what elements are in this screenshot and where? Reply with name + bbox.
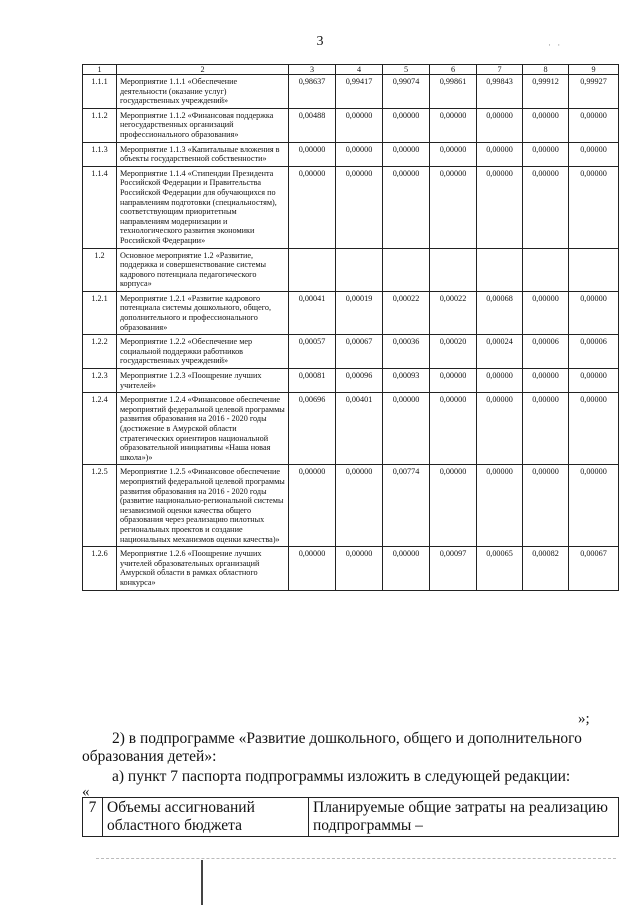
- row-code: 1.2.5: [83, 465, 117, 547]
- row-value: [477, 248, 523, 291]
- table-row: [83, 166, 619, 248]
- paragraph-passport-item: а) пункт 7 паспорта подпрограммы изложить в следующей редакции:: [112, 768, 571, 785]
- passport-table: [82, 797, 619, 837]
- row-value: 0,99074: [383, 75, 430, 109]
- page-number: 3: [316, 34, 324, 49]
- table-row: [83, 393, 619, 465]
- table-row: [83, 75, 619, 109]
- row-code: 1.1.3: [83, 142, 117, 166]
- row-value: 0,00082: [523, 547, 569, 590]
- row-value: 0,00000: [523, 142, 569, 166]
- row-value: 0,00020: [430, 335, 477, 369]
- row-name: Мероприятие 1.1.4 «Стипендии Президента Российской Федерации и Правительства Российской Федерации для обучающихся по направлениям подготовки (специальностям), соответствующим приоритетным направлениям модернизации и технологического развития экономики Российской Федерации»: [117, 166, 289, 248]
- passport-item-number: 7: [83, 798, 103, 837]
- row-value: 0,00000: [289, 142, 336, 166]
- row-value: 0,00000: [430, 108, 477, 142]
- row-value: 0,00000: [430, 393, 477, 465]
- row-name: Мероприятие 1.2.5 «Финансовое обеспечение мероприятий федеральной целевой программы развития образования на 2016 - 2020 годы (развитие национально-региональной системы независимой оценки качества общего образования через реализацию пилотных региональных проектов и создание национальных механизмов оценки качества)»: [117, 465, 289, 547]
- row-value: 0,00000: [430, 465, 477, 547]
- row-name: Мероприятие 1.1.3 «Капитальные вложения в объекты государственной собственности»: [117, 142, 289, 166]
- row-value: 0,00000: [289, 547, 336, 590]
- table-row: [83, 369, 619, 393]
- row-value: 0,00000: [430, 142, 477, 166]
- row-value: 0,00000: [477, 108, 523, 142]
- row-value: 0,00067: [569, 547, 619, 590]
- paragraph-subprogram: 2) в подпрограмме «Развитие дошкольного, общего и дополнительного: [112, 730, 582, 747]
- row-value: 0,00000: [336, 465, 383, 547]
- row-value: 0,00000: [289, 465, 336, 547]
- row-value: [523, 248, 569, 291]
- row-value: 0,00000: [523, 465, 569, 547]
- row-value: 0,00774: [383, 465, 430, 547]
- column-header: 7: [477, 65, 523, 75]
- table-row: [83, 465, 619, 547]
- row-value: 0,98637: [289, 75, 336, 109]
- row-name: Мероприятие 1.2.2 «Обеспечение мер социальной поддержки работников государственных учреждений»: [117, 335, 289, 369]
- passport-row: [83, 798, 619, 837]
- row-value: 0,00000: [569, 369, 619, 393]
- row-name: Мероприятие 1.2.3 «Поощрение лучших учителей»: [117, 369, 289, 393]
- row-value: 0,00000: [477, 142, 523, 166]
- row-value: [289, 248, 336, 291]
- opening-quote: «: [82, 784, 90, 800]
- table-row: [83, 108, 619, 142]
- row-value: 0,00000: [383, 142, 430, 166]
- row-value: 0,00022: [430, 291, 477, 334]
- row-code: 1.2.6: [83, 547, 117, 590]
- row-value: 0,99843: [477, 75, 523, 109]
- row-value: 0,00000: [383, 166, 430, 248]
- row-value: 0,00019: [336, 291, 383, 334]
- row-value: 0,00000: [569, 291, 619, 334]
- row-value: 0,00000: [569, 142, 619, 166]
- passport-item-label: Объемы ассигнований областного бюджета: [103, 798, 309, 837]
- row-name: Основное мероприятие 1.2 «Развитие, поддержка и совершенствование системы кадрового потенциала педагогического корпуса»: [117, 248, 289, 291]
- table-row: [83, 335, 619, 369]
- column-header: 9: [569, 65, 619, 75]
- table-header-row: [83, 65, 619, 75]
- column-header: 5: [383, 65, 430, 75]
- row-value: 0,00000: [569, 108, 619, 142]
- row-value: 0,00000: [336, 547, 383, 590]
- scan-artifact-mark: [201, 860, 203, 905]
- row-value: [336, 248, 383, 291]
- table-row: [83, 142, 619, 166]
- row-value: 0,00696: [289, 393, 336, 465]
- column-header: 1: [83, 65, 117, 75]
- row-value: 0,00097: [430, 547, 477, 590]
- row-code: 1.2.2: [83, 335, 117, 369]
- scan-corner-mark: · ·: [548, 40, 563, 50]
- row-value: 0,00096: [336, 369, 383, 393]
- column-header: 6: [430, 65, 477, 75]
- scan-artifact-line: [96, 858, 616, 859]
- row-value: 0,00000: [336, 108, 383, 142]
- column-header: 4: [336, 65, 383, 75]
- row-value: 0,00401: [336, 393, 383, 465]
- row-name: Мероприятие 1.2.4 «Финансовое обеспечение мероприятий федеральной целевой программы развития образования на 2016 - 2020 годы (достижение в Амурской области стратегических ориентиров национальной образовательной инициативы «Наша новая школа»)»: [117, 393, 289, 465]
- row-value: 0,00081: [289, 369, 336, 393]
- column-header: 3: [289, 65, 336, 75]
- row-value: [569, 248, 619, 291]
- row-code: 1.1.2: [83, 108, 117, 142]
- row-value: 0,00067: [336, 335, 383, 369]
- row-value: 0,00000: [523, 393, 569, 465]
- row-code: 1.2.3: [83, 369, 117, 393]
- row-value: 0,00041: [289, 291, 336, 334]
- row-value: 0,00068: [477, 291, 523, 334]
- closing-quote: »;: [578, 711, 590, 727]
- row-value: 0,00000: [523, 108, 569, 142]
- passport-item-value: Планируемые общие затраты на реализацию подпрограммы –: [309, 798, 619, 837]
- table-row: [83, 291, 619, 334]
- row-value: 0,00000: [477, 369, 523, 393]
- row-value: 0,00000: [523, 291, 569, 334]
- row-name: Мероприятие 1.2.1 «Развитие кадрового потенциала системы дошкольного, общего, дополнительного и профессионального образования»: [117, 291, 289, 334]
- row-code: 1.1.1: [83, 75, 117, 109]
- column-header: 8: [523, 65, 569, 75]
- row-name: Мероприятие 1.1.1 «Обеспечение деятельности (оказание услуг) государственных учреждений»: [117, 75, 289, 109]
- row-value: [430, 248, 477, 291]
- row-value: 0,00000: [477, 393, 523, 465]
- table-row: [83, 547, 619, 590]
- row-value: 0,00000: [430, 166, 477, 248]
- row-value: 0,00006: [569, 335, 619, 369]
- row-value: 0,00000: [569, 166, 619, 248]
- row-value: 0,00000: [383, 547, 430, 590]
- row-value: 0,00000: [336, 142, 383, 166]
- row-name: Мероприятие 1.1.2 «Финансовая поддержка негосударственных организаций профессионального образования»: [117, 108, 289, 142]
- row-value: 0,00000: [523, 166, 569, 248]
- row-value: 0,00000: [569, 465, 619, 547]
- row-code: 1.2.1: [83, 291, 117, 334]
- row-value: 0,99927: [569, 75, 619, 109]
- row-value: 0,00065: [477, 547, 523, 590]
- row-value: 0,00006: [523, 335, 569, 369]
- table-row: [83, 248, 619, 291]
- row-value: 0,00000: [477, 166, 523, 248]
- row-value: 0,00000: [383, 108, 430, 142]
- row-value: 0,00024: [477, 335, 523, 369]
- indicator-table: [82, 64, 619, 591]
- row-code: 1.2.4: [83, 393, 117, 465]
- row-value: 0,99417: [336, 75, 383, 109]
- paragraph-subprogram-cont: образования детей»:: [82, 748, 217, 765]
- row-value: 0,00000: [569, 393, 619, 465]
- row-value: 0,00000: [523, 369, 569, 393]
- row-name: Мероприятие 1.2.6 «Поощрение лучших учителей образовательных организаций Амурской области в рамках областного конкурса»: [117, 547, 289, 590]
- row-value: 0,99912: [523, 75, 569, 109]
- row-value: 0,00000: [336, 166, 383, 248]
- row-value: 0,00057: [289, 335, 336, 369]
- row-value: 0,00000: [477, 465, 523, 547]
- row-value: 0,00022: [383, 291, 430, 334]
- row-value: 0,00000: [289, 166, 336, 248]
- row-value: [383, 248, 430, 291]
- column-header: 2: [117, 65, 289, 75]
- row-value: 0,00488: [289, 108, 336, 142]
- row-value: 0,00093: [383, 369, 430, 393]
- row-value: 0,00000: [430, 369, 477, 393]
- row-code: 1.2: [83, 248, 117, 291]
- row-value: 0,99861: [430, 75, 477, 109]
- row-value: 0,00000: [383, 393, 430, 465]
- row-code: 1.1.4: [83, 166, 117, 248]
- row-value: 0,00036: [383, 335, 430, 369]
